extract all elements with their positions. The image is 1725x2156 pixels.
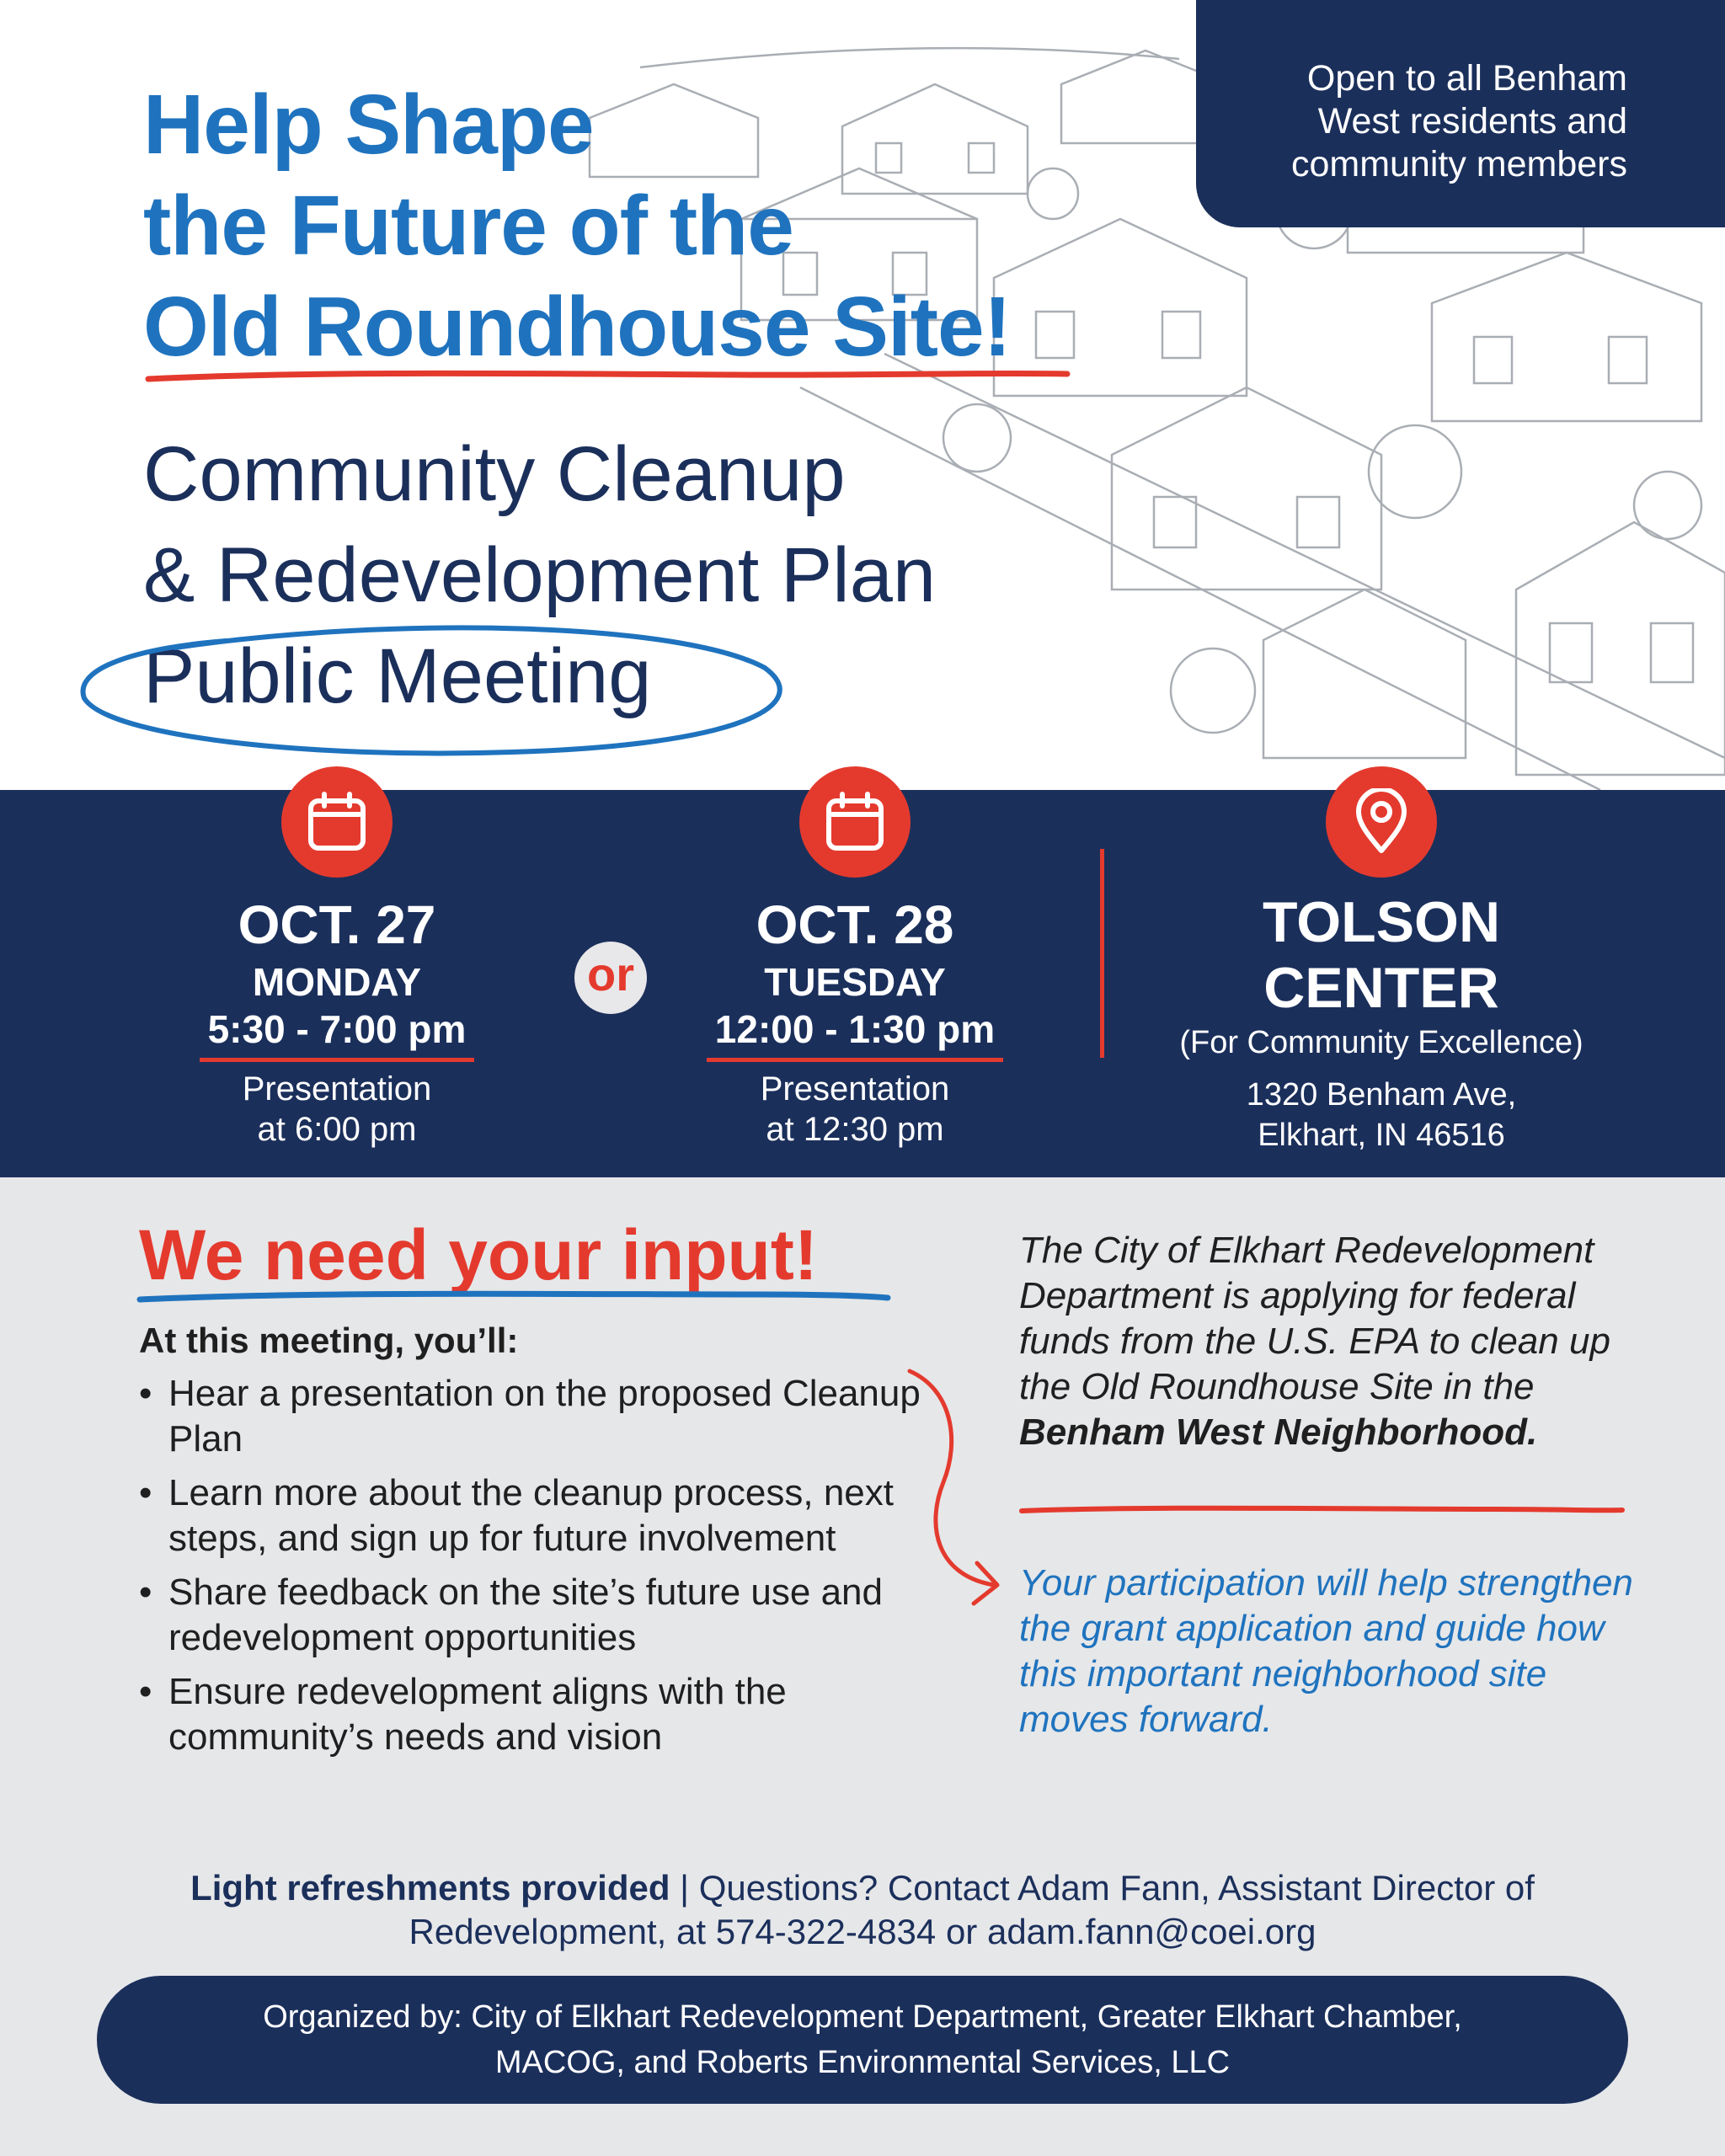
organizers-footer xyxy=(97,1976,1628,2104)
neighborhood-emphasis: Benham West Neighborhood. xyxy=(1019,1412,1538,1453)
agenda-list xyxy=(139,1371,964,1769)
session-day: MONDAY xyxy=(252,960,422,1004)
presentation-note xyxy=(126,1069,547,1150)
address-line: Elkhart, IN 46516 xyxy=(1258,1118,1505,1153)
intro-paragraph xyxy=(1019,1228,1634,1455)
footer-line: Organized by: City of Elkhart Redevelopment Department, Greater Elkhart Chamber, xyxy=(263,1999,1462,2035)
contact-text: Questions? Contact Adam Fann, Assistant Director of Redevelopment, at 574-322-4834 or adam.fann@coei.org xyxy=(409,1868,1535,1951)
agenda-item: • Share feedback on the site’s future use and redevelopment opportunities xyxy=(139,1570,964,1661)
calendar-icon xyxy=(799,766,911,878)
hero-section xyxy=(0,0,1725,790)
session-monday xyxy=(126,790,547,1150)
agenda-item: • Learn more about the cleanup process, next steps, and sign up for future involvement xyxy=(139,1470,964,1561)
session-time: 5:30 - 7:00 pm xyxy=(200,1006,475,1062)
headline-line: Old Roundhouse Site! xyxy=(143,280,1011,374)
venue-name-line: TOLSON xyxy=(1262,890,1501,954)
blue-brush-underline xyxy=(135,1286,893,1308)
contact-separator: | xyxy=(670,1868,699,1908)
presentation-note xyxy=(644,1069,1065,1150)
venue-block xyxy=(1129,790,1634,1155)
venue-name xyxy=(1129,889,1634,1021)
badge-line: community members xyxy=(1290,144,1627,184)
presentation-label: Presentation xyxy=(242,1070,432,1107)
session-day: TUESDAY xyxy=(764,960,946,1004)
subheadline-line: & Redevelopment Plan xyxy=(143,532,937,618)
badge-line: Open to all Benham xyxy=(1306,58,1627,99)
calendar-icon xyxy=(281,766,393,878)
badge-line: West residents and xyxy=(1317,101,1627,141)
session-tuesday xyxy=(644,790,1065,1150)
input-heading: We need your input! xyxy=(139,1215,818,1294)
location-pin-icon xyxy=(1326,766,1437,878)
refreshments-note: Light refreshments provided xyxy=(190,1868,670,1908)
contact-info xyxy=(118,1866,1607,1954)
meeting-agenda-label: At this meeting, you’ll: xyxy=(139,1321,519,1360)
participation-paragraph: Your participation will help strengthen the grant application and guide how this important neighborhood site moves forward. xyxy=(1019,1562,1633,1740)
session-date: OCT. 28 xyxy=(756,894,954,955)
subheadline-line: Public Meeting xyxy=(143,633,652,719)
audience-badge xyxy=(1196,0,1725,227)
session-time: 12:00 - 1:30 pm xyxy=(707,1006,1003,1062)
presentation-time: at 6:00 pm xyxy=(257,1111,417,1148)
venue-name-line: CENTER xyxy=(1263,956,1499,1020)
headline-line: Help Shape xyxy=(143,77,594,172)
blue-circle-mark xyxy=(74,611,815,762)
red-brush-underline xyxy=(145,367,1071,386)
presentation-time: at 12:30 pm xyxy=(766,1111,944,1148)
red-brush-underline xyxy=(1019,1502,1626,1518)
event-details-band xyxy=(0,790,1725,1177)
headline-line: the Future of the xyxy=(143,179,793,273)
intro-text: The City of Elkhart Redevelopment Department is applying for federal funds from the U.S. EPA to clean up the Old Roundhouse Site in the xyxy=(1019,1230,1610,1407)
headline xyxy=(143,74,1154,377)
subheadline-line: Community Cleanup xyxy=(143,431,846,517)
address-line: 1320 Benham Ave, xyxy=(1246,1077,1517,1113)
red-curved-arrow-icon xyxy=(893,1364,1011,1617)
agenda-item: • Ensure redevelopment aligns with the community’s needs and vision xyxy=(139,1669,964,1760)
venue-address xyxy=(1129,1075,1634,1155)
agenda-item: • Hear a presentation on the proposed Cleanup Plan xyxy=(139,1371,964,1462)
or-badge: or xyxy=(574,942,647,1014)
venue-subtitle: (For Community Excellence) xyxy=(1179,1025,1583,1060)
red-divider xyxy=(1100,849,1104,1058)
presentation-label: Presentation xyxy=(760,1070,950,1107)
footer-line: MACOG, and Roberts Environmental Services, LLC xyxy=(494,2045,1231,2080)
session-date: OCT. 27 xyxy=(238,894,436,955)
